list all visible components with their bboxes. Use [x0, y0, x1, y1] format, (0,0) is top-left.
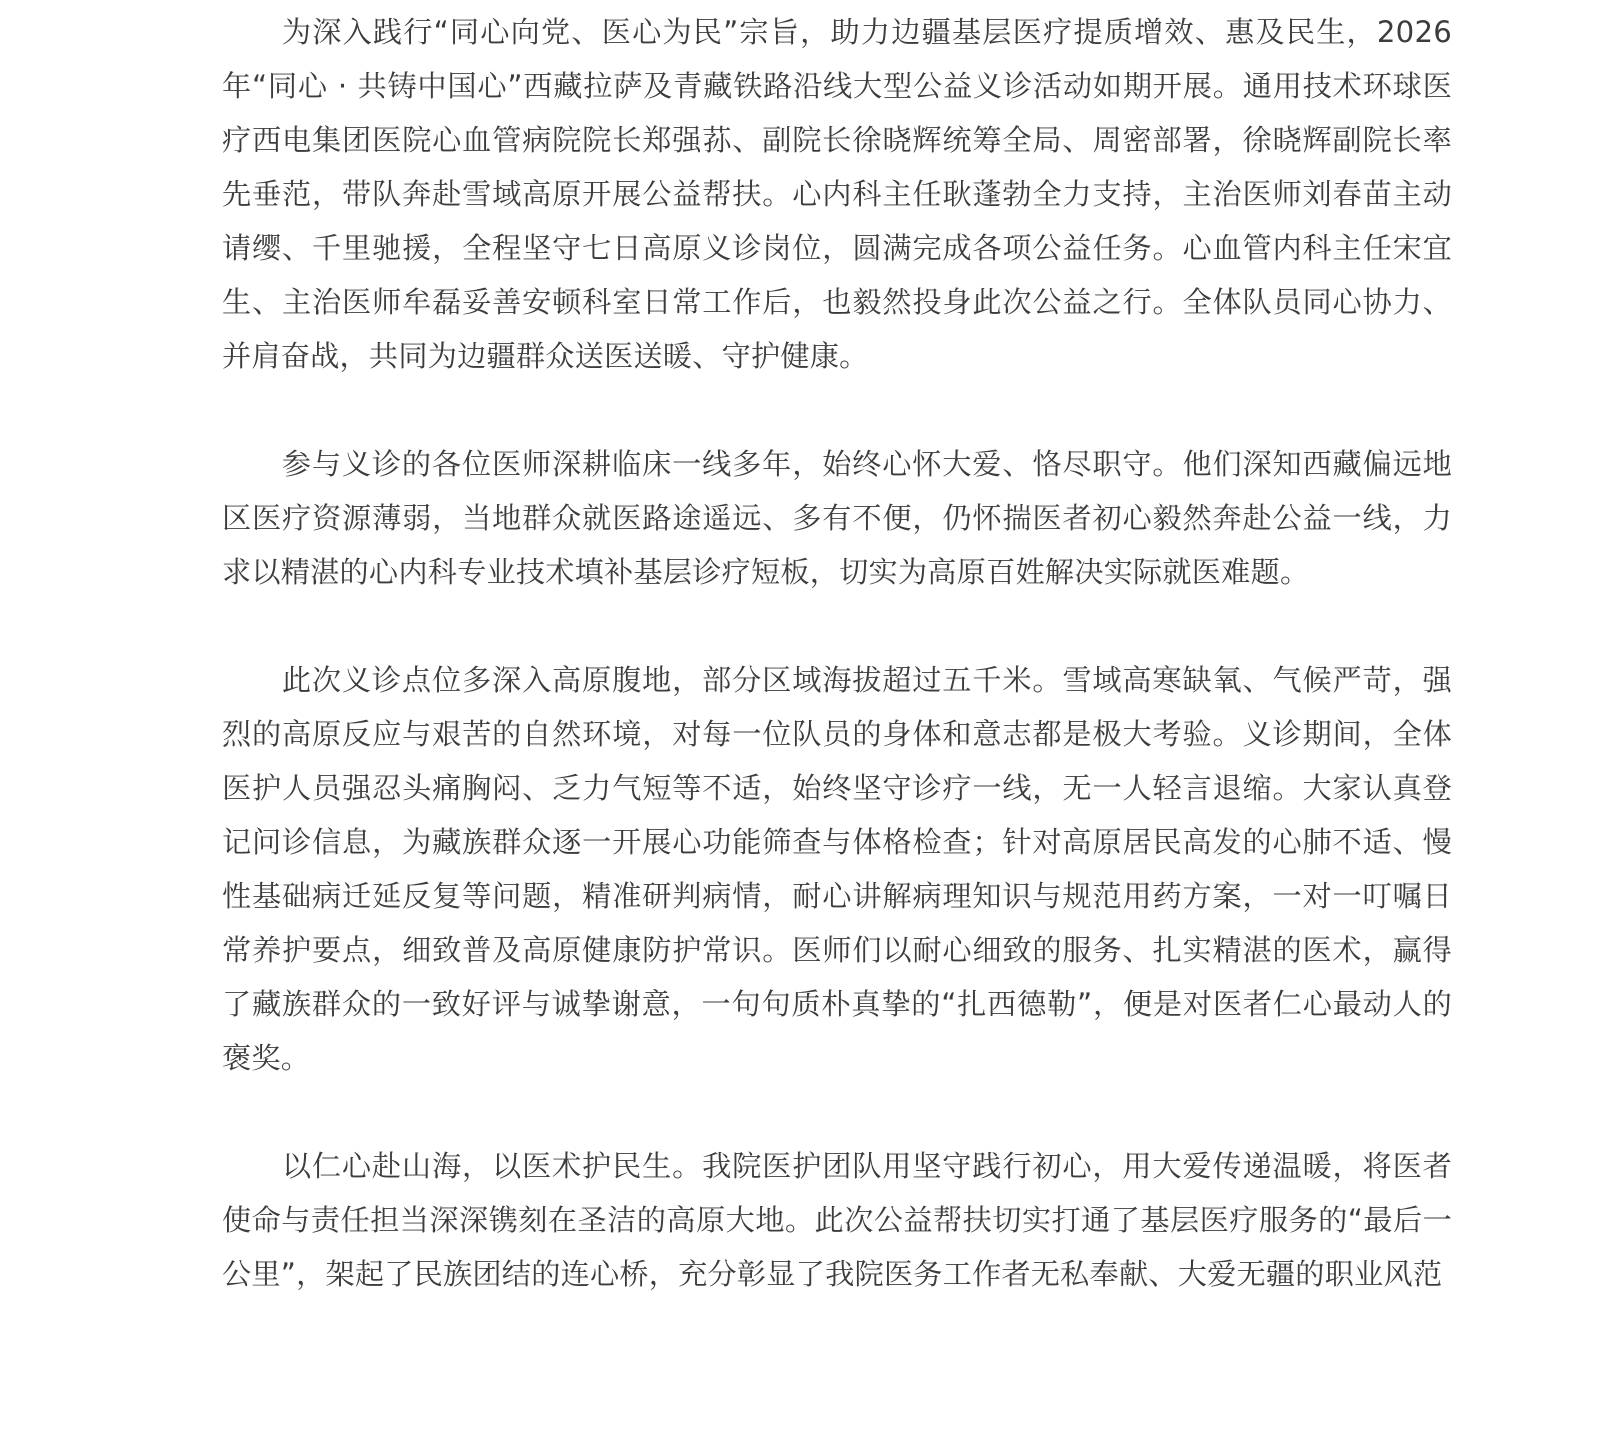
article-paragraph-1: 为深入践行“同心向党、医心为民”宗旨，助力边疆基层医疗提质增效、惠及民生，2026 年“同心 · 共铸中国心”西藏拉萨及青藏铁路沿线大型公益义诊活动如期开展。通用技术环球医疗西电集团医院心血管病院院长郑强荪、副院长徐晓辉统筹全局、周密部署，徐晓辉副院长率先垂范，带队奔赴雪域高原开展公益帮扶。心内科主任耿蓬勃全力支持，主治医师刘春苗主动请缨、千里驰援，全程坚守七日高原义诊岗位，圆满完成各项公益任务。心血管内科主任宋宜生、主治医师牟磊妥善安顿科室日常工作后，也毅然投身此次公益之行。全体队员同心协力、并肩奋战，共同为边疆群众送医送暖、守护健康。 [222, 15, 1452, 373]
article-paragraph-3: 此次义诊点位多深入高原腹地，部分区域海拔超过五千米。雪域高寒缺氧、气候严苛，强烈的高原反应与艰苦的自然环境，对每一位队员的身体和意志都是极大考验。义诊期间，全体医护人员强忍头痛胸闷、乏力气短等不适，始终坚守诊疗一线，无一人轻言退缩。大家认真登记问诊信息，为藏族群众逐一开展心功能筛查与体格检查；针对高原居民高发的心肺不适、慢性基础病迁延反复等问题，精准研判病情，耐心讲解病理知识与规范用药方案，一对一叮嘱日常养护要点，细致普及高原健康防护常识。医师们以耐心细致的服务、扎实精湛的医术，赢得了藏族群众的一致好评与诚挚谢意，一句句质朴真挚的“扎西德勒”，便是对医者仁心最动人的褒奖。 [222, 663, 1452, 1075]
article-paragraph-4: 以仁心赴山海，以医术护民生。我院医护团队用坚守践行初心，用大爱传递温暖，将医者使命与责任担当深深镌刻在圣洁的高原大地。此次公益帮扶切实打通了基层医疗服务的“最后一公里”，架起了民族团结的连心桥，充分彰显了我院医务工作者无私奉献、大爱无疆的职业风范 [222, 1149, 1452, 1291]
article-body [222, 5, 1452, 1301]
article-paragraph-2: 参与义诊的各位医师深耕临床一线多年，始终心怀大爱、恪尽职守。他们深知西藏偏远地区医疗资源薄弱，当地群众就医路途遥远、多有不便，仍怀揣医者初心毅然奔赴公益一线，力求以精湛的心内科专业技术填补基层诊疗短板，切实为高原百姓解决实际就医难题。 [222, 447, 1452, 589]
